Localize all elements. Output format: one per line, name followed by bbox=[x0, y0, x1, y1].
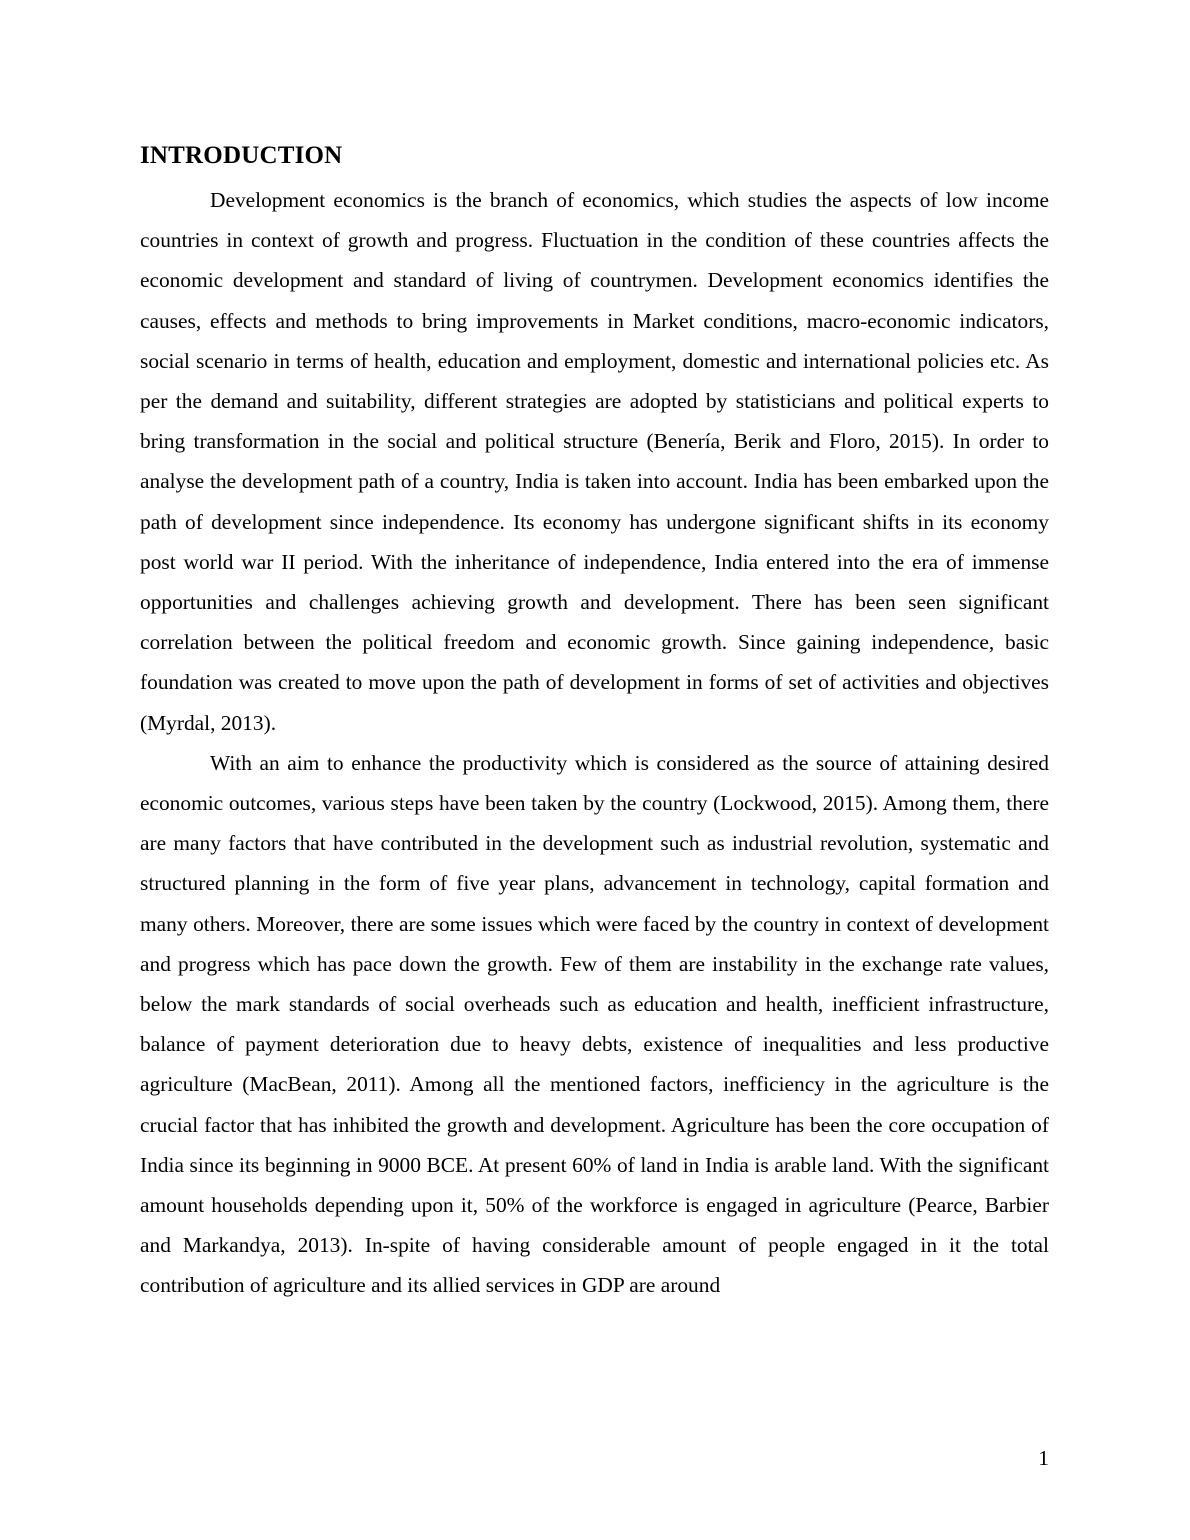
paragraph-2: With an aim to enhance the productivity which is considered as the source of attaining desired economic outcomes, various steps have been taken by the country (Lockwood, 2015). Among them, there are many factors that have contributed in the development such as industrial revolution, systematic and structured planning in the form of five year plans, advancement in technology, capital formation and many others. Moreover, there are some issues which were faced by the country in context of development and progress which has pace down the growth. Few of them are instability in the exchange rate values, below the mark standards of social overheads such as education and health, inefficient infrastructure, balance of payment deterioration due to heavy debts, existence of inequalities and less productive agriculture (MacBean, 2011). Among all the mentioned factors, inefficiency in the agriculture is the crucial factor that has inhibited the growth and development. Agriculture has been the core occupation of India since its beginning in 9000 BCE. At present 60% of land in India is arable land. With the significant amount households depending upon it, 50% of the workforce is engaged in agriculture (Pearce, Barbier and Markandya, 2013). In-spite of having considerable amount of people engaged in it the total contribution of agriculture and its allied services in GDP are around bbox=[140, 750, 1049, 1298]
paragraph-1: Development economics is the branch of economics, which studies the aspects of low income countries in context of growth and progress. Fluctuation in the condition of these countries affects the economic development and standard of living of countrymen. Development economics identifies the causes, effects and methods to bring improvements in Market conditions, macro-economic indicators, social scenario in terms of health, education and employment, domestic and international policies etc. As per the demand and suitability, different strategies are adopted by statisticians and political experts to bring transformation in the social and political structure (Benería, Berik and Floro, 2015). In order to analyse the development path of a country, India is taken into account. India has been embarked upon the path of development since independence. Its economy has undergone significant shifts in its economy post world war II period. With the inheritance of independence, India entered into the era of immense opportunities and challenges achieving growth and development. There has been seen significant correlation between the political freedom and economic growth. Since gaining independence, basic foundation was created to move upon the path of development in forms of set of activities and objectives (Myrdal, 2013). bbox=[140, 188, 1049, 735]
body-text bbox=[140, 180, 1049, 1306]
page-number: 1 bbox=[1038, 1446, 1049, 1470]
section-heading: INTRODUCTION bbox=[140, 142, 343, 169]
